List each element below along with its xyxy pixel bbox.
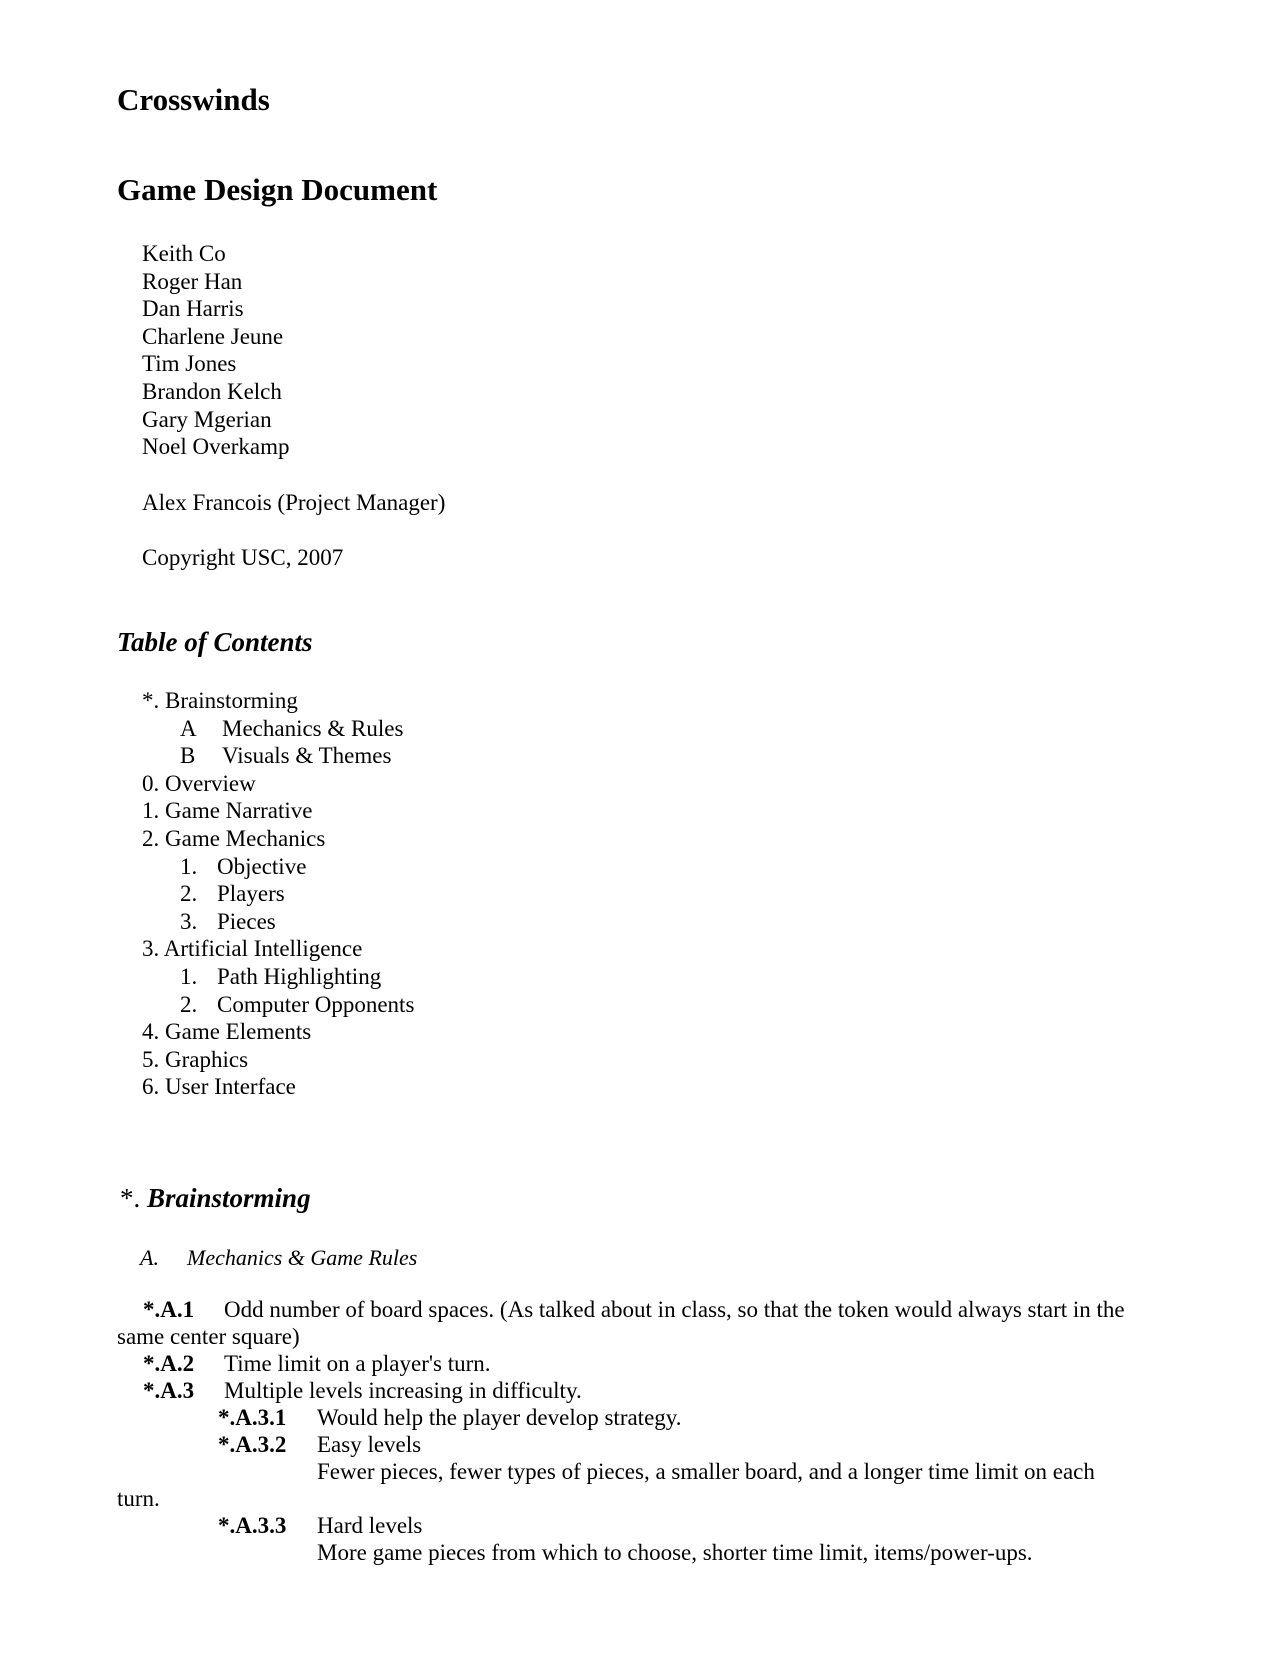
toc-entry: 5. Graphics [142, 1046, 249, 1072]
item-a2: *.A.2 Time limit on a player's turn. [143, 1351, 491, 1376]
item-a3-2: *.A.3.2 Easy levels [218, 1432, 422, 1457]
toc-entry: 3. Artificial Intelligence [142, 936, 363, 962]
author-name: Keith Co [142, 241, 226, 266]
toc-subentry: 2. Players [180, 881, 285, 907]
author-name: Brandon Kelch [142, 378, 282, 404]
toc-entry: 1. Game Narrative [142, 798, 313, 824]
toc-entry: 2. Game Mechanics [142, 825, 326, 851]
toc-subentry: A Mechanics & Rules [180, 715, 404, 741]
author-name: Tim Jones [142, 351, 237, 377]
subsection-heading: A. Mechanics & Game Rules [140, 1245, 418, 1270]
item-a1: *.A.1 Odd number of board spaces. (As talked about in class, so that the token would always start in the [143, 1297, 1125, 1322]
toc-entry: *. Brainstorming [142, 688, 298, 713]
author-list [142, 240, 290, 461]
toc-subentry: 1. Objective [180, 853, 307, 879]
toc-subentry: 2. Computer Opponents [180, 991, 415, 1017]
author-name: Dan Harris [142, 296, 244, 322]
toc-subentry: 1. Path Highlighting [180, 963, 382, 989]
copyright-notice: Copyright USC, 2007 [142, 545, 344, 570]
toc-heading: Table of Contents [117, 627, 313, 657]
toc-subentry: B Visuals & Themes [180, 743, 392, 769]
toc-entry: 4. Game Elements [142, 1019, 312, 1045]
toc-subentry: 3. Pieces [180, 908, 276, 934]
table-of-contents [142, 687, 414, 1101]
document-title: Crosswinds [117, 82, 270, 117]
brainstorming-heading: *. Brainstorming [120, 1183, 311, 1213]
item-a3-3-detail: More game pieces from which to choose, shorter time limit, items/power-ups. [317, 1540, 1033, 1565]
author-name: Roger Han [142, 268, 243, 294]
document-subtitle: Game Design Document [117, 172, 438, 207]
toc-entry: 6. User Interface [142, 1074, 296, 1100]
item-a3: *.A.3 Multiple levels increasing in difficulty. [143, 1378, 582, 1403]
item-a1-continuation: same center square) [117, 1324, 300, 1349]
item-a3-2-detail: Fewer pieces, fewer types of pieces, a smaller board, and a longer time limit on each [317, 1459, 1095, 1484]
toc-entry: 0. Overview [142, 770, 256, 796]
item-a3-2-continuation: turn. [117, 1486, 160, 1511]
item-a3-1: *.A.3.1 Would help the player develop strategy. [218, 1405, 682, 1430]
author-name: Noel Overkamp [142, 434, 290, 460]
author-name: Charlene Jeune [142, 323, 284, 349]
project-manager: Alex Francois (Project Manager) [142, 490, 446, 515]
author-name: Gary Mgerian [142, 406, 272, 432]
item-a3-3: *.A.3.3 Hard levels [218, 1513, 423, 1538]
